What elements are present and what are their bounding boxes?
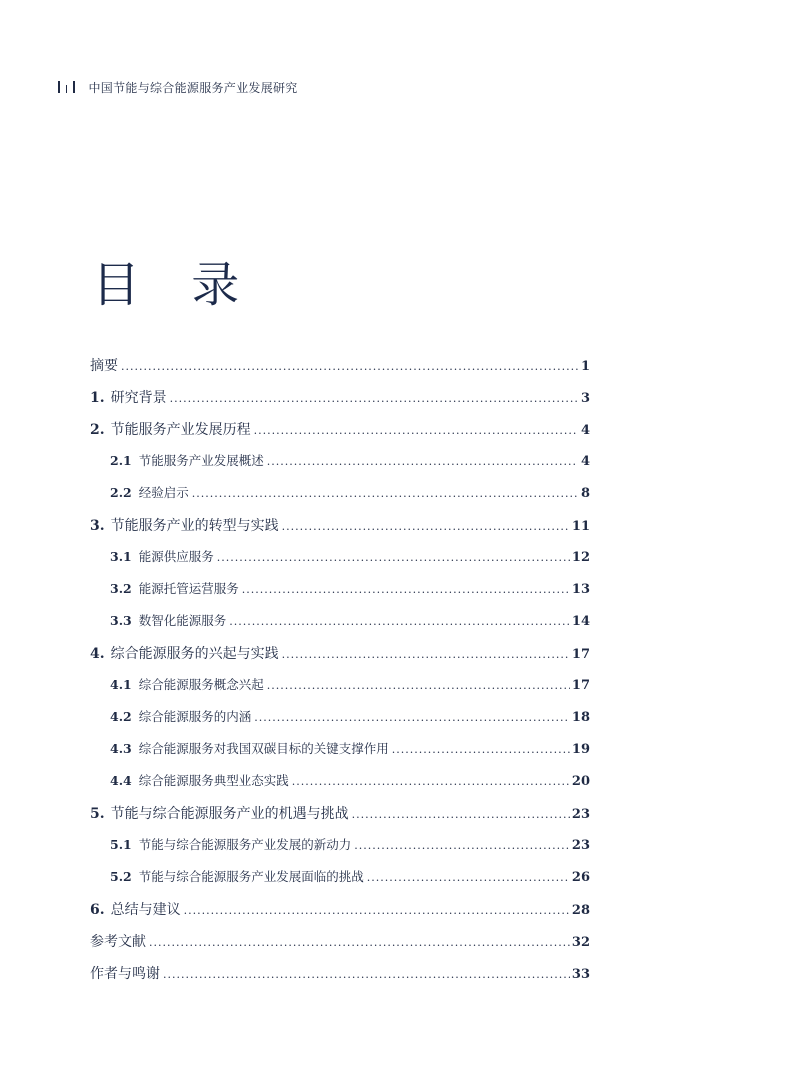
toc-subentry[interactable] bbox=[90, 771, 590, 803]
toc-dot-leader bbox=[163, 968, 570, 981]
toc-page-number: 23 bbox=[571, 807, 590, 822]
toc-page-number: 17 bbox=[571, 678, 590, 693]
table-of-contents bbox=[90, 355, 590, 995]
toc-dot-leader bbox=[352, 808, 570, 821]
toc-subentry[interactable] bbox=[90, 611, 590, 643]
toc-entry-number: 4.3 bbox=[110, 741, 132, 756]
toc-dot-leader bbox=[149, 936, 570, 949]
toc-entry-label: 节能服务产业发展概述 bbox=[138, 453, 264, 468]
toc-page-number: 13 bbox=[571, 582, 590, 597]
toc-entry-label: 节能与综合能源服务产业的机遇与挑战 bbox=[110, 806, 349, 822]
toc-dot-leader bbox=[254, 711, 570, 724]
toc-page-number: 20 bbox=[571, 774, 590, 789]
toc-entry-number: 5. bbox=[90, 806, 105, 822]
toc-subentry[interactable] bbox=[90, 867, 590, 899]
toc-dot-leader bbox=[367, 871, 570, 884]
toc-dot-leader bbox=[392, 743, 570, 756]
toc-entry-number: 2.2 bbox=[110, 485, 132, 500]
toc-page-number: 4 bbox=[580, 423, 590, 438]
toc-dot-leader bbox=[292, 775, 570, 788]
toc-entry-label: 综合能源服务概念兴起 bbox=[138, 677, 264, 692]
page-title: 目 录 bbox=[92, 257, 258, 313]
toc-entry-label: 研究背景 bbox=[110, 390, 167, 406]
toc-dot-leader bbox=[217, 551, 570, 564]
toc-subentry[interactable] bbox=[90, 707, 590, 739]
toc-subentry[interactable] bbox=[90, 739, 590, 771]
toc-entry-label: 总结与建议 bbox=[110, 902, 181, 918]
toc-entry-number: 3.2 bbox=[110, 581, 132, 596]
toc-page-number: 23 bbox=[571, 838, 590, 853]
toc-entry[interactable] bbox=[90, 931, 590, 963]
toc-page-number: 19 bbox=[571, 742, 590, 757]
toc-entry-number: 6. bbox=[90, 902, 105, 918]
toc-entry-number: 4.2 bbox=[110, 709, 132, 724]
toc-subentry[interactable] bbox=[90, 579, 590, 611]
toc-dot-leader bbox=[267, 455, 578, 468]
toc-entry-label: 综合能源服务对我国双碳目标的关键支撑作用 bbox=[138, 741, 389, 756]
toc-page-number: 17 bbox=[571, 647, 590, 662]
header-title: 中国节能与综合能源服务产业发展研究 bbox=[88, 80, 298, 95]
header-bar-mark bbox=[73, 81, 75, 93]
toc-dot-leader bbox=[192, 487, 578, 500]
toc-page-number: 28 bbox=[571, 903, 590, 918]
toc-entry[interactable] bbox=[90, 515, 590, 547]
toc-entry-label: 数智化能源服务 bbox=[138, 613, 227, 628]
toc-page-number: 32 bbox=[571, 935, 590, 950]
toc-dot-leader bbox=[282, 520, 570, 533]
toc-entry-label: 节能与综合能源服务产业发展面临的挑战 bbox=[138, 869, 364, 884]
toc-entry[interactable] bbox=[90, 419, 590, 451]
toc-page-number: 14 bbox=[571, 614, 590, 629]
toc-entry-label: 能源托管运营服务 bbox=[138, 581, 239, 596]
toc-dot-leader bbox=[254, 424, 578, 437]
toc-page-number: 4 bbox=[580, 454, 590, 469]
toc-entry[interactable] bbox=[90, 803, 590, 835]
toc-entry-number: 2.1 bbox=[110, 453, 132, 468]
toc-dot-leader bbox=[229, 615, 570, 628]
toc-dot-leader bbox=[242, 583, 570, 596]
header-bar-mark bbox=[66, 85, 68, 93]
header-bar-mark bbox=[58, 81, 60, 93]
toc-page-number: 1 bbox=[580, 359, 590, 374]
toc-entry-number: 3. bbox=[90, 518, 105, 534]
toc-entry[interactable] bbox=[90, 963, 590, 995]
toc-entry-number: 1. bbox=[90, 390, 105, 406]
toc-entry[interactable] bbox=[90, 643, 590, 675]
header-decoration bbox=[58, 81, 75, 93]
toc-entry-label: 综合能源服务典型业态实践 bbox=[138, 773, 289, 788]
toc-page-number: 33 bbox=[571, 967, 590, 982]
toc-subentry[interactable] bbox=[90, 547, 590, 579]
toc-entry-label: 摘要 bbox=[90, 358, 118, 374]
toc-entry-number: 3.1 bbox=[110, 549, 132, 564]
toc-dot-leader bbox=[170, 392, 578, 405]
toc-entry-label: 经验启示 bbox=[138, 485, 189, 500]
toc-entry-label: 综合能源服务的兴起与实践 bbox=[110, 646, 279, 662]
toc-entry-number: 4. bbox=[90, 646, 105, 662]
toc-page-number: 8 bbox=[580, 486, 590, 501]
toc-entry-number: 5.2 bbox=[110, 869, 132, 884]
toc-entry-number: 4.1 bbox=[110, 677, 132, 692]
toc-entry[interactable] bbox=[90, 355, 590, 387]
toc-entry-label: 作者与鸣谢 bbox=[90, 966, 160, 982]
toc-entry-label: 综合能源服务的内涵 bbox=[138, 709, 252, 724]
toc-entry-label: 节能服务产业发展历程 bbox=[110, 422, 251, 438]
toc-entry-number: 4.4 bbox=[110, 773, 132, 788]
toc-entry[interactable] bbox=[90, 899, 590, 931]
toc-dot-leader bbox=[184, 904, 570, 917]
toc-dot-leader bbox=[267, 679, 570, 692]
toc-page-number: 12 bbox=[571, 550, 590, 565]
running-header bbox=[58, 78, 298, 96]
toc-dot-leader bbox=[121, 360, 578, 373]
toc-entry-number: 3.3 bbox=[110, 613, 132, 628]
toc-entry-number: 2. bbox=[90, 422, 105, 438]
toc-page-number: 11 bbox=[571, 519, 590, 534]
toc-entry-label: 节能与综合能源服务产业发展的新动力 bbox=[138, 837, 352, 852]
toc-dot-leader bbox=[354, 839, 570, 852]
toc-subentry[interactable] bbox=[90, 835, 590, 867]
toc-subentry[interactable] bbox=[90, 451, 590, 483]
toc-entry[interactable] bbox=[90, 387, 590, 419]
toc-page-number: 3 bbox=[580, 391, 590, 406]
toc-entry-label: 节能服务产业的转型与实践 bbox=[110, 518, 279, 534]
toc-page-number: 18 bbox=[571, 710, 590, 725]
toc-subentry[interactable] bbox=[90, 675, 590, 707]
toc-subentry[interactable] bbox=[90, 483, 590, 515]
toc-entry-label: 能源供应服务 bbox=[138, 549, 214, 564]
toc-entry-number: 5.1 bbox=[110, 837, 132, 852]
toc-entry-label: 参考文献 bbox=[90, 934, 146, 950]
toc-dot-leader bbox=[282, 648, 570, 661]
toc-page-number: 26 bbox=[571, 870, 590, 885]
